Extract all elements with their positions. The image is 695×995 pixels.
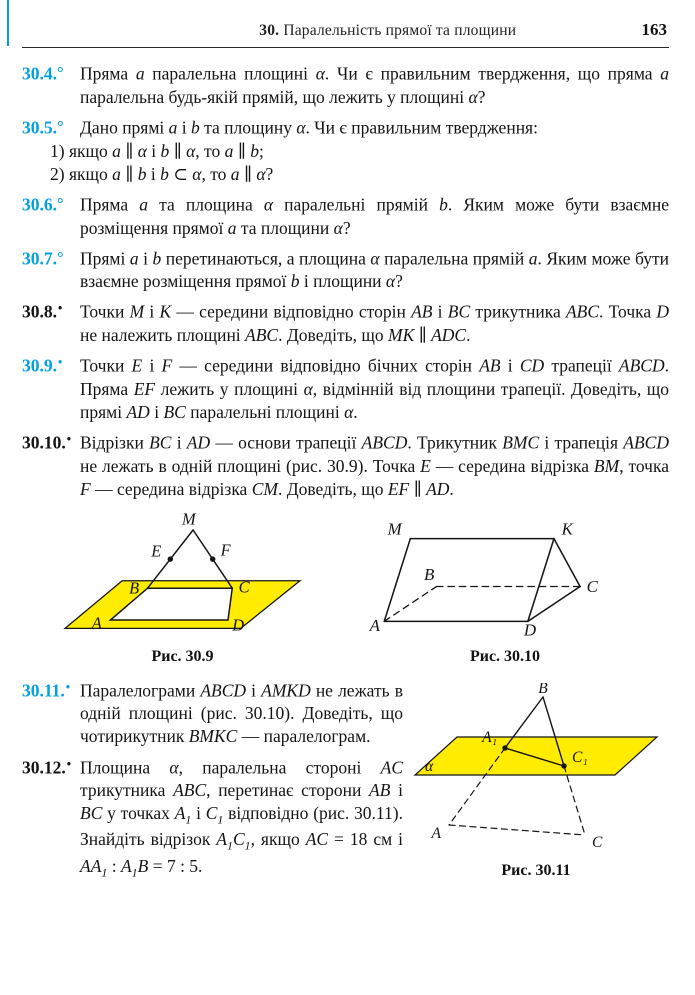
problem-number: 30.11.• — [22, 679, 71, 701]
math-variable: AC — [305, 829, 329, 850]
math-variable: F — [161, 355, 173, 376]
math-variable: K — [159, 301, 172, 322]
difficulty-marker: • — [58, 355, 63, 370]
math-variable: b — [152, 248, 162, 269]
math-variable: α — [186, 140, 196, 161]
math-variable: α — [468, 86, 478, 107]
label-a: A — [369, 615, 380, 635]
problems-list-top — [22, 62, 669, 501]
label-b: B — [129, 578, 140, 598]
difficulty-marker: • — [66, 431, 72, 446]
problem-30.11 — [22, 679, 403, 749]
math-variable: a — [227, 217, 237, 238]
math-variable: ABCD — [618, 355, 665, 376]
problem-text: 30.9.• Точки E і F — середини відповідно бічних сторін AB і CD трапеції ABCD. Пряма EF лежить у площині α, відмінній від площини трапеції. Доведіть, що прямі AD і BC паралельні площині α. — [22, 355, 669, 422]
math-subscript: 1 — [217, 812, 224, 827]
point-f-dot — [210, 556, 216, 562]
math-variable: AB — [369, 780, 391, 801]
segment-kc — [554, 538, 580, 586]
difficulty-marker: ° — [57, 63, 64, 82]
difficulty-marker: ° — [57, 193, 64, 213]
math-variable: B — [137, 855, 149, 876]
problem-number: 30.8.• — [22, 301, 63, 322]
math-variable: ABCD — [200, 680, 247, 701]
header-divider — [22, 47, 669, 48]
math-variable: EF — [133, 378, 156, 399]
plane-alpha-polygon — [415, 737, 657, 775]
problem-subitem: 1) якщо a ∥ α і b ∥ α, то a ∥ b; — [50, 140, 264, 161]
math-variable: ADC — [431, 325, 467, 346]
segment-c1-c-dashed — [564, 766, 585, 835]
math-variable: ABCD — [361, 432, 408, 453]
math-variable: a — [230, 163, 240, 184]
math-variable: AMKD — [261, 680, 311, 701]
page-body — [22, 62, 669, 888]
math-variable: AC — [380, 757, 403, 777]
figure-30-10 — [369, 521, 641, 666]
corner-accent-line — [7, 0, 9, 46]
label-d: D — [232, 615, 245, 635]
point-e-dot — [168, 556, 174, 562]
math-variable: α — [263, 194, 274, 215]
figures-row — [22, 508, 669, 666]
problem-30.8 — [22, 300, 669, 347]
math-variable: a — [139, 194, 149, 215]
figure-30-10-drawing — [369, 521, 641, 639]
math-variable: ABCD — [623, 432, 669, 453]
math-variable: a — [528, 248, 538, 269]
math-variable: CM — [251, 478, 278, 499]
math-variable: b — [191, 117, 200, 138]
math-variable: a — [660, 63, 669, 84]
math-variable: BC — [149, 432, 172, 453]
math-variable: EF — [387, 478, 410, 499]
segment-am — [384, 538, 410, 621]
difficulty-marker: ° — [57, 116, 64, 136]
label-c: C — [586, 576, 598, 596]
figure-30-11 — [411, 679, 661, 888]
math-variable: BM — [593, 455, 620, 476]
math-subscript: 1 — [131, 865, 138, 880]
math-variable: AB — [411, 301, 433, 322]
math-variable: ABC — [173, 780, 207, 801]
math-variable: α — [370, 248, 380, 269]
math-variable: C — [205, 803, 218, 824]
difficulty-marker: • — [58, 301, 63, 316]
label-a: A — [91, 613, 102, 633]
problem-number: 30.4.° — [22, 63, 64, 84]
page-header — [22, 10, 669, 47]
math-variable: E — [420, 455, 431, 476]
label-c1: C₁ — [572, 748, 588, 766]
math-variable: α — [315, 63, 325, 84]
figure-30-11-caption: Рис. 30.11 — [501, 861, 571, 879]
math-variable: E — [131, 355, 143, 376]
math-variable: ABC — [245, 325, 279, 346]
math-variable: b — [160, 163, 169, 184]
problem-30.9 — [22, 354, 669, 424]
math-variable: CD — [519, 355, 545, 376]
math-variable: a — [112, 163, 121, 184]
problem-text: 30.4.° Пряма a паралельна площині α. Чи є правильним твердження, що пряма a паралельна будь-якій прямій, що лежить у площині α? — [22, 63, 669, 107]
math-variable: AB — [479, 355, 501, 376]
math-variable: α — [296, 117, 306, 138]
math-variable: b — [290, 271, 300, 292]
math-variable: b — [160, 140, 170, 161]
label-b: B — [538, 682, 548, 697]
math-variable: A — [120, 855, 132, 876]
math-subscript: 1 — [227, 838, 233, 853]
math-variable: M — [129, 301, 145, 322]
math-variable: α — [137, 140, 147, 161]
problem-text: 30.5.° Дано прямі a і b та площину α. Чи є правильним твердження: — [22, 116, 669, 140]
math-variable: b — [137, 163, 147, 184]
problem-number: 30.9.• — [22, 355, 63, 376]
segment-ab-dashed — [384, 586, 436, 621]
segment-kd — [528, 538, 554, 621]
point-c1-dot — [561, 763, 566, 768]
problem-text: 30.10.• Відрізки BC і AD — основи трапеції ABCD. Трикутник BMC і трапеція ABCD не лежать в одній площині (рис. 30.9). Точка E — середина відрізка BM, точка F — середина відрізка CM. Доведіть, що EF ∥ AD. — [22, 431, 669, 499]
math-variable: BMKC — [188, 726, 238, 747]
math-variable: α — [385, 271, 396, 292]
point-a1-dot — [502, 745, 507, 750]
math-variable: α — [192, 163, 202, 184]
math-variable: b — [250, 140, 259, 161]
problem-30.12 — [22, 756, 403, 881]
bottom-section — [22, 679, 669, 888]
math-variable: BC — [163, 401, 186, 422]
problem-30.4 — [22, 62, 669, 109]
math-variable: α — [169, 757, 179, 777]
math-variable: A — [174, 803, 186, 824]
problem-30.5 — [22, 116, 669, 186]
math-variable: D — [656, 301, 669, 322]
chapter-number: 30. — [259, 22, 280, 39]
problem-30.7 — [22, 247, 669, 294]
problems-list-bottom — [22, 679, 411, 888]
figure-30-9-drawing — [50, 512, 315, 639]
math-variable: a — [129, 248, 139, 269]
label-f: F — [220, 540, 231, 560]
figure-30-9-caption: Рис. 30.9 — [151, 647, 214, 665]
math-variable: A — [216, 829, 227, 850]
figure-30-11-drawing — [411, 683, 661, 853]
math-variable: BC — [447, 301, 471, 322]
problem-number: 30.12.• — [22, 756, 72, 777]
math-variable: BC — [80, 803, 103, 824]
problem-30.10 — [22, 431, 669, 501]
chapter-title — [144, 22, 632, 40]
math-variable: a — [135, 63, 145, 84]
figure-30-10-caption: Рис. 30.10 — [469, 647, 541, 665]
math-variable: a — [112, 140, 121, 161]
label-a1: A₁ — [482, 728, 497, 746]
math-variable: b — [439, 194, 448, 215]
math-subscript: 1 — [101, 865, 108, 880]
problem-number: 30.10.• — [22, 431, 72, 453]
label-c: C — [592, 833, 603, 851]
segment-cd — [528, 586, 580, 621]
math-variable: α — [256, 163, 266, 184]
segment-ac-dashed — [449, 825, 585, 835]
math-subscript: 1 — [244, 838, 251, 853]
math-variable: AD — [426, 478, 450, 499]
problem-text: 30.7.° Прямі a і b перетинаються, а площина α паралельна прямій a. Яким може бути взаємне розміщення прямої b і площини α? — [22, 247, 669, 292]
page-number: 163 — [641, 20, 667, 39]
difficulty-marker: ° — [57, 247, 64, 267]
difficulty-marker: • — [65, 679, 71, 694]
problem-number: 30.5.° — [22, 116, 64, 138]
chapter-name: Паралельність прямої та площини — [279, 22, 517, 39]
math-variable: BMC — [502, 432, 540, 453]
label-alpha: α — [425, 757, 434, 775]
label-d: D — [523, 620, 537, 639]
math-variable: AA — [80, 855, 102, 876]
math-variable: α — [333, 217, 343, 238]
problem-30.6 — [22, 193, 669, 240]
math-variable: F — [80, 478, 91, 499]
label-m: M — [182, 511, 196, 529]
label-k: K — [561, 520, 573, 539]
problem-text: 30.12.• Площина α, паралельна стороні AC трикутника ABC, перетинає сторони AB і BC у точках $A_1$ і $C_1$ відповідно (рис. 30.11). Знайдіть відрізок $A_1C_1$, якщо AC = 18 см і $AA_1$ : $A_1B = 7$ : 5. — [22, 756, 403, 880]
math-variable: C — [232, 829, 245, 850]
label-c: C — [238, 577, 250, 597]
problem-subitem: 2) якщо a ∥ b і b ⊂ α, то a ∥ α? — [50, 163, 274, 184]
problem-text: 30.6.° Пряма a та площина α паралельні прямій b. Яким може бути взаємне розміщення прямої a та площини α? — [22, 193, 669, 238]
math-variable: AD — [126, 401, 150, 422]
figure-30-9 — [50, 512, 315, 666]
math-variable: α — [303, 378, 313, 399]
math-variable: a — [224, 140, 234, 161]
problem-text: 30.11.• Паралелограми ABCD і AMKD не лежать в одній площині (рис. 30.10). Доведіть, що чотирикутник BMKC — паралелограм. — [22, 679, 403, 747]
problem-text: 30.8.• Точки M і K — середини відповідно сторін AB і BC трикутника ABC. Точка D не належить площині ABC. Доведіть, що MK ∥ ADC. — [22, 301, 669, 346]
math-variable: a — [168, 117, 178, 138]
label-e: E — [151, 541, 162, 561]
difficulty-marker: • — [66, 756, 72, 771]
problem-number: 30.7.° — [22, 247, 64, 269]
math-variable: ABC — [565, 301, 600, 322]
label-b: B — [423, 564, 435, 584]
label-m: M — [387, 520, 402, 539]
math-variable: MK — [388, 325, 415, 346]
label-a: A — [431, 824, 441, 842]
math-subscript: 1 — [185, 812, 192, 827]
math-variable: α — [344, 401, 354, 422]
problem-number: 30.6.° — [22, 193, 64, 215]
math-variable: AD — [186, 432, 211, 453]
